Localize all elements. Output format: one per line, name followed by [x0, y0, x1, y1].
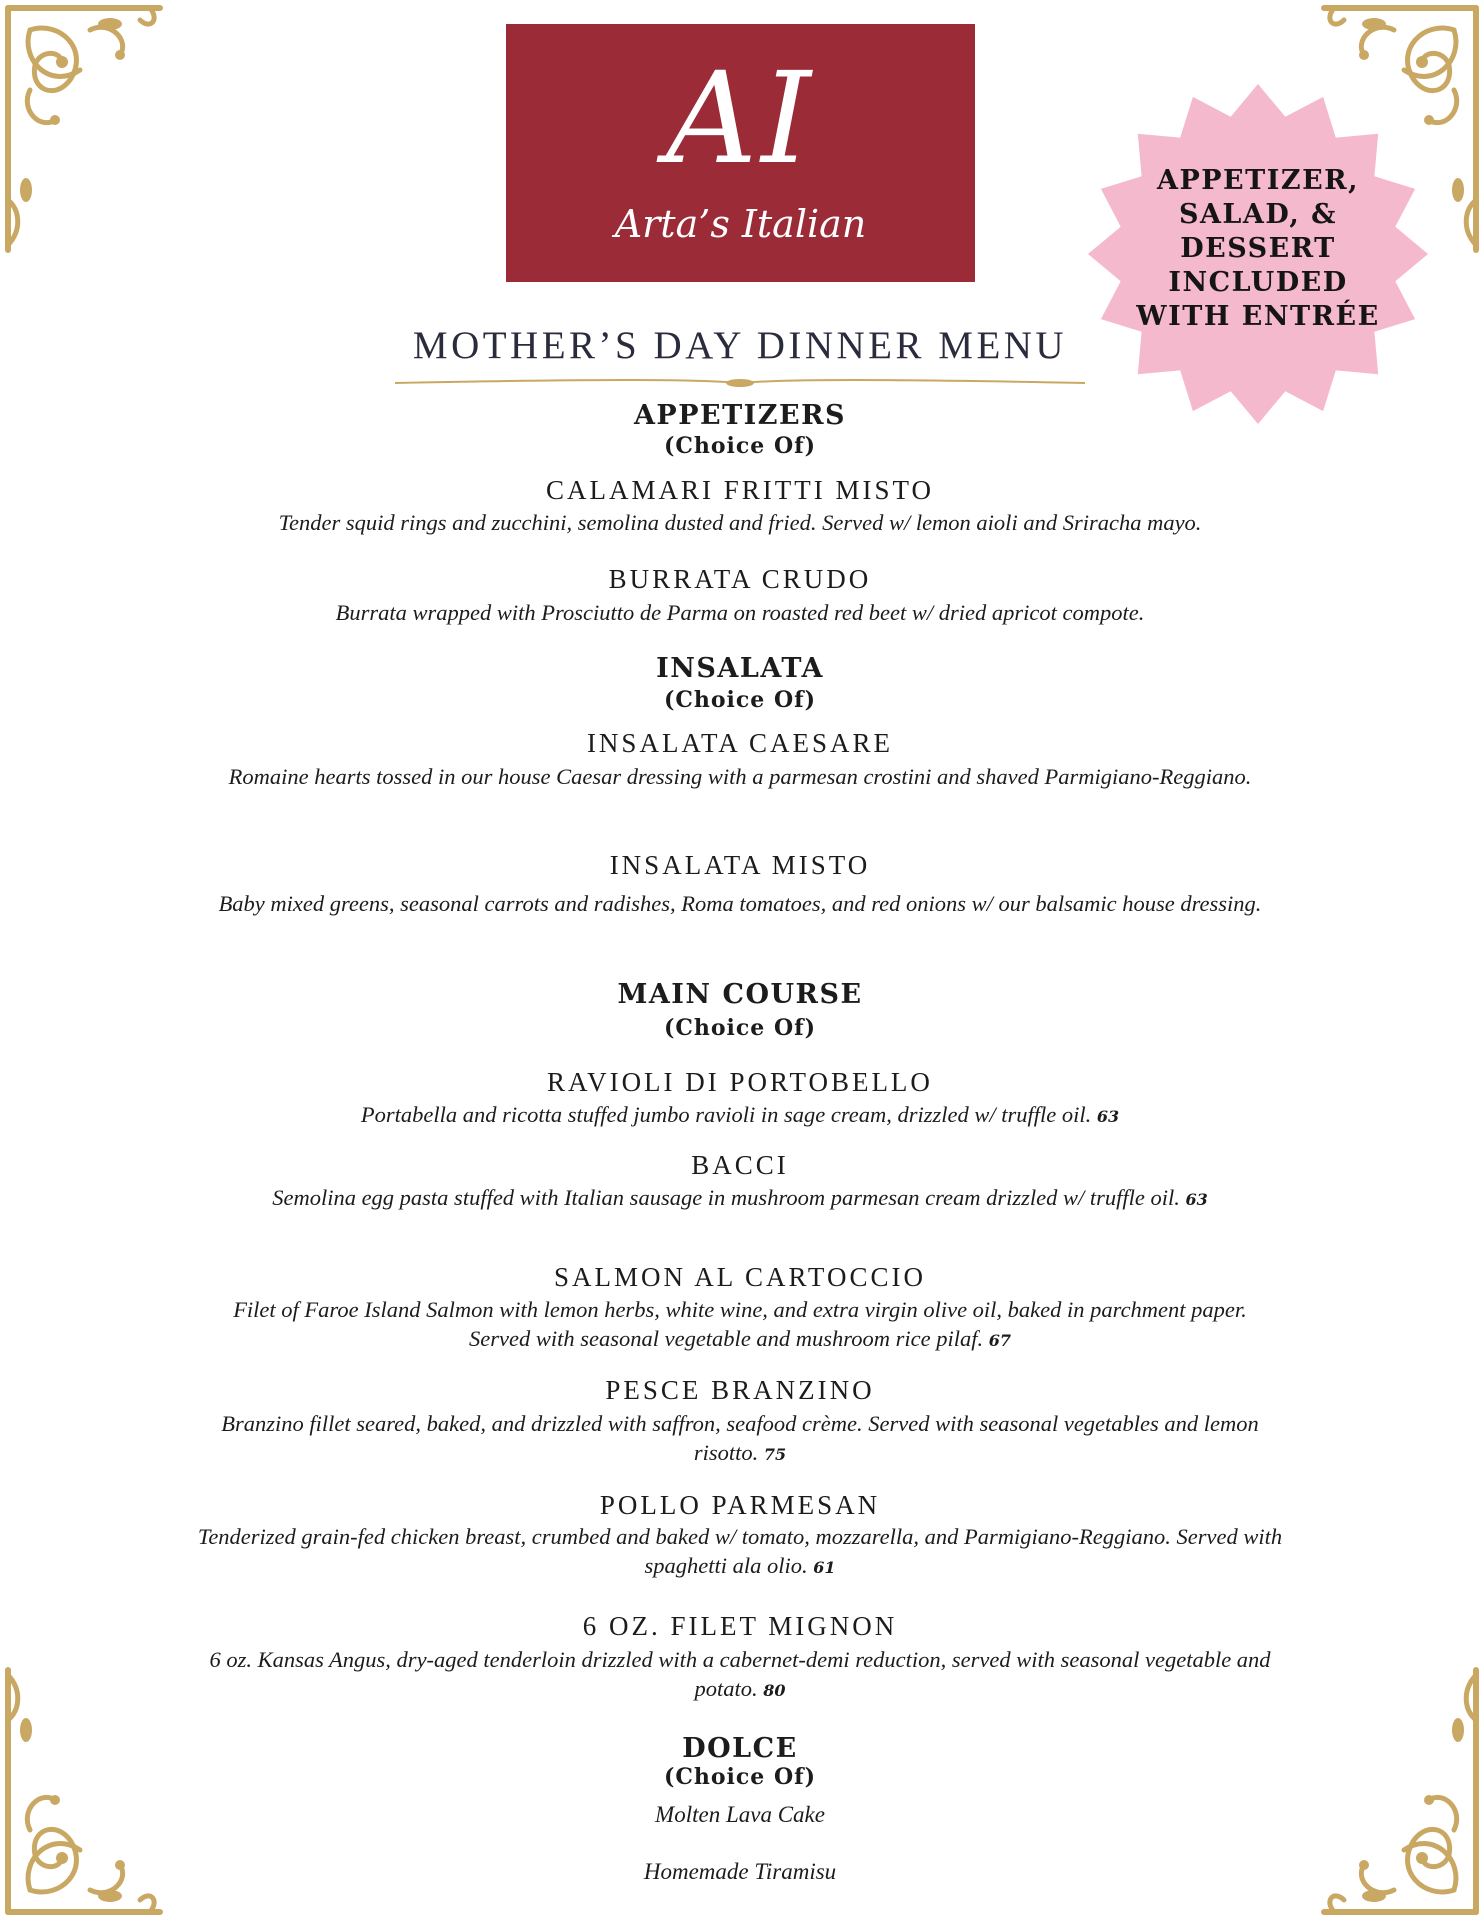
choice-note: (Choice Of): [663, 433, 817, 459]
menu-item-description: Baby mixed greens, seasonal carrots and radishes, Roma tomatoes, and red onions w/ our balsamic house dressing.: [218, 891, 1262, 916]
section-heading-dolce: DOLCE: [682, 1733, 798, 1764]
menu-item-description: [200, 1295, 1280, 1355]
logo-monogram: AI: [666, 45, 815, 192]
menu-item-description: [160, 1522, 1320, 1582]
menu-item-name: POLLO PARMESAN: [599, 1490, 881, 1520]
menu-item-name: INSALATA MISTO: [609, 850, 871, 880]
section-heading-insalata: INSALATA: [656, 653, 824, 684]
description-text: Branzino fillet seared, baked, and drizzled with saffron, seafood crème. Served with seasonal vegetables and lemon risotto.: [221, 1411, 1259, 1465]
menu-item-name: INSALATA CAESARE: [586, 728, 894, 758]
badge-line: WITH ENTRÉE: [1136, 301, 1380, 332]
price: 63: [1096, 1107, 1120, 1126]
included-badge: [1086, 82, 1430, 426]
description-text: 6 oz. Kansas Angus, dry-aged tenderloin drizzled with a cabernet-demi reduction, served with seasonal vegetable and potato.: [209, 1647, 1271, 1701]
dessert-item: Homemade Tiramisu: [643, 1859, 837, 1884]
menu-item-description: Romaine hearts tossed in our house Caesar dressing with a parmesan crostini and shaved Parmigiano-Reggiano.: [228, 764, 1252, 789]
choice-note: (Choice Of): [663, 1015, 817, 1041]
section-heading-appetizers: APPETIZERS: [633, 400, 847, 431]
description-text: Filet of Faroe Island Salmon with lemon herbs, white wine, and extra virgin olive oil, baked in parchment paper. Served with seasonal vegetable and mushroom rice pilaf.: [233, 1297, 1247, 1351]
restaurant-logo: [506, 24, 975, 282]
badge-line: APPETIZER,: [1157, 165, 1359, 196]
menu-item-name: BACCI: [691, 1150, 789, 1180]
menu-item-name: CALAMARI FRITTI MISTO: [545, 475, 934, 505]
price: 67: [988, 1331, 1011, 1350]
menu-item-name: BURRATA CRUDO: [608, 564, 872, 594]
menu-item-description: [200, 1100, 1280, 1131]
menu-item-description: [200, 1183, 1280, 1214]
dessert-item: Molten Lava Cake: [655, 1802, 825, 1827]
description-text: Tenderized grain-fed chicken breast, crumbed and baked w/ tomato, mozzarella, and Parmigiano-Reggiano. Served with spaghetti ala olio.: [197, 1524, 1283, 1578]
description-text: Semolina egg pasta stuffed with Italian sausage in mushroom parmesan cream drizzled w/ truffle oil.: [272, 1185, 1180, 1210]
corner-ornament-top-left: [0, 0, 170, 260]
choice-note: (Choice Of): [663, 687, 817, 713]
menu-item-name: SALMON AL CARTOCCIO: [554, 1262, 926, 1292]
description-text: Portabella and ricotta stuffed jumbo ravioli in sage cream, drizzled w/ truffle oil.: [360, 1102, 1092, 1127]
menu-item-name: RAVIOLI DI PORTOBELLO: [547, 1067, 933, 1097]
section-heading-main-course: MAIN COURSE: [617, 979, 863, 1010]
menu-item-description: Burrata wrapped with Prosciutto de Parma on roasted red beet w/ dried apricot compote.: [335, 600, 1145, 625]
page-title: MOTHER’S DAY DINNER MENU: [412, 324, 1068, 367]
price: 63: [1185, 1190, 1208, 1209]
badge-line: SALAD, &: [1178, 199, 1337, 230]
badge-line: INCLUDED: [1168, 267, 1348, 298]
menu-item-name: 6 OZ. FILET MIGNON: [582, 1611, 898, 1641]
price: 75: [763, 1445, 787, 1464]
choice-note: (Choice Of): [663, 1764, 817, 1790]
flourish-icon: [0, 0, 170, 260]
menu-item-description: [200, 1409, 1280, 1469]
menu-item-name: PESCE BRANZINO: [605, 1375, 875, 1405]
menu-item-description: [200, 1645, 1280, 1705]
price: 61: [813, 1558, 836, 1577]
logo-restaurant-name: Arta’s Italian: [614, 202, 867, 246]
menu-item-description: Tender squid rings and zucchini, semolina dusted and fried. Served w/ lemon aioli and Sriracha mayo.: [278, 510, 1202, 535]
price: 80: [763, 1681, 786, 1700]
badge-line: DESSERT: [1180, 233, 1336, 264]
badge-text: [1126, 164, 1390, 334]
title-divider: [395, 376, 1085, 390]
